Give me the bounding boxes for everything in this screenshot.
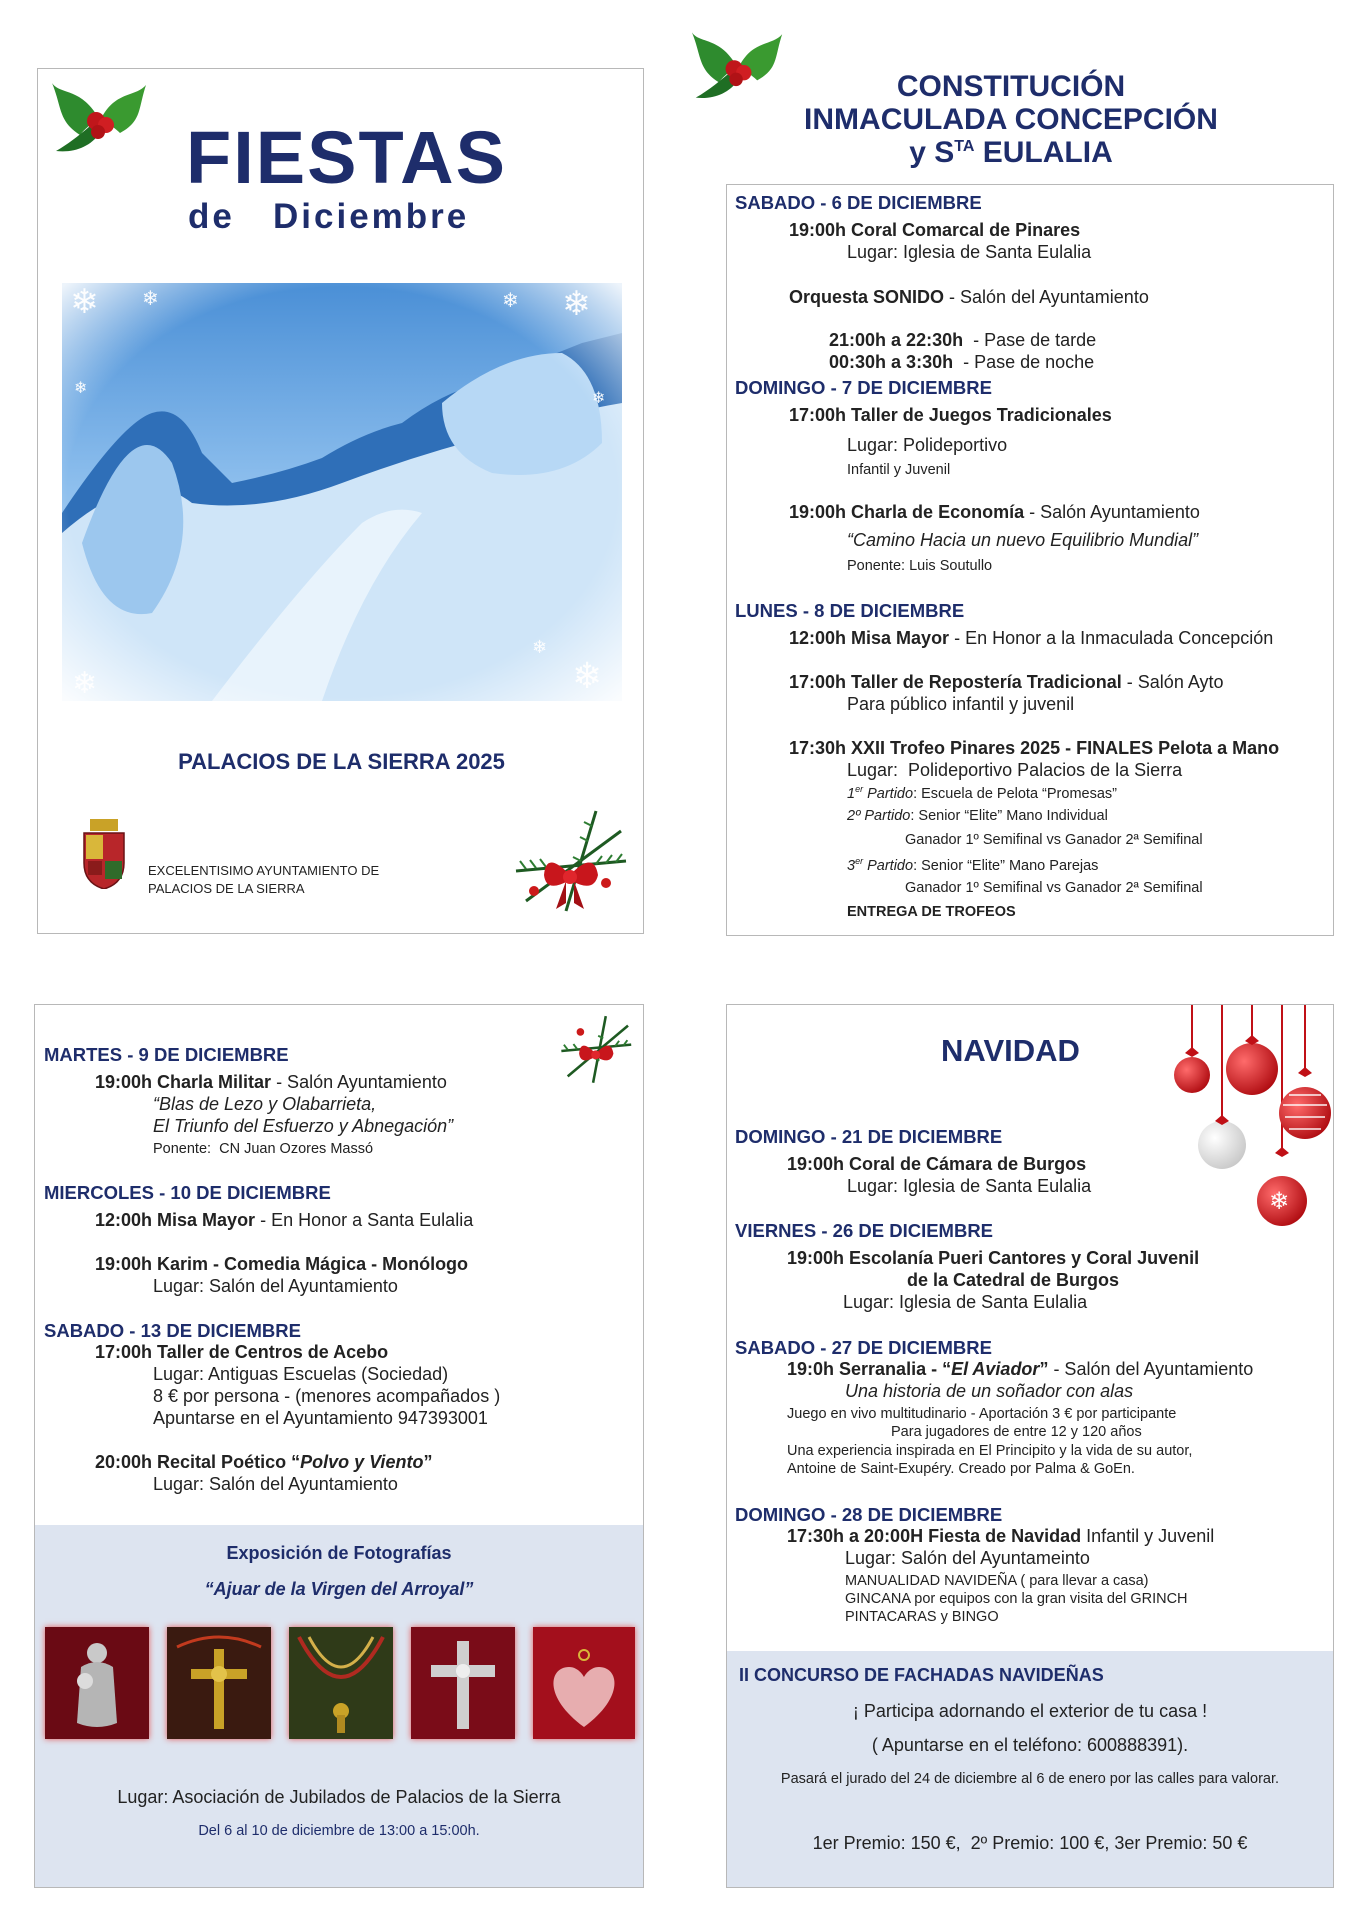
event-note: GINCANA por equipos con la gran visita del GRINCH (845, 1591, 1188, 1607)
snow-landscape-image (62, 283, 622, 701)
photo-gold-cross (167, 1627, 271, 1739)
match-line (847, 856, 1098, 874)
day-heading: VIERNES - 26 DE DICIEMBRE (735, 1220, 994, 1241)
event-title-rest: - En Honor a Santa Eulalia (255, 1210, 474, 1230)
event-title (789, 628, 1273, 649)
event-place: Lugar: Salón del Ayuntamiento (153, 1474, 398, 1494)
event-time-bold: 21:00h a 22:30h (829, 330, 964, 350)
match-label: 2º Partido (847, 808, 911, 824)
contest-prizes: 1er Premio: 150 €, 2º Premio: 100 €, 3er Premio: 50 € (812, 1833, 1248, 1853)
event-time-rest: - Pase de tarde (963, 330, 1097, 350)
event-title (95, 1452, 432, 1473)
event-title (95, 1072, 447, 1093)
photo-necklaces (289, 1627, 393, 1739)
event-title-rest: - Salón del Ayuntamiento (1048, 1359, 1254, 1379)
match-line (847, 784, 1117, 802)
match-sub: Ganador 1º Semifinal vs Ganador 2ª Semifinal (905, 832, 1203, 848)
event-place: Lugar: Antiguas Escuelas (Sociedad) (153, 1364, 449, 1384)
program-panel-1 (726, 184, 1334, 936)
coat-of-arms-icon (80, 819, 128, 889)
day-heading: DOMINGO - 28 DE DICIEMBRE (735, 1504, 1003, 1525)
event-tagline: Una historia de un soñador con alas (845, 1381, 1134, 1401)
event-note: MANUALIDAD NAVIDEÑA ( para llevar a casa) (845, 1573, 1149, 1589)
event-signup: Apuntarse en el Ayuntamiento 947393001 (153, 1408, 488, 1428)
day-heading: SABADO - 6 DE DICIEMBRE (735, 192, 982, 213)
event-speaker: Ponente: Luis Soutullo (847, 558, 993, 574)
event-title (789, 502, 1200, 523)
event-note: Antoine de Saint-Exupéry. Creado por Palma & GoEn. (787, 1461, 1135, 1477)
event-title-c: ” (423, 1452, 433, 1472)
event-title: 17:30h XXII Trofeo Pinares 2025 - FINALES Pelota a Mano (789, 738, 1280, 758)
program-panel-2 (34, 1004, 644, 1888)
p2-heading-3a: y S (909, 136, 955, 169)
event-title-b: Polvo y Viento (300, 1452, 424, 1472)
event-note: Para público infantil y juvenil (847, 694, 1075, 714)
photo-heart-pendant (533, 1627, 635, 1739)
event-note: PINTACARAS y BINGO (845, 1609, 999, 1625)
event-title-bold: Orquesta SONIDO (789, 287, 945, 307)
p2-heading-1: CONSTITUCIÓN (896, 70, 1126, 103)
event-title (789, 672, 1224, 693)
event-subtitle: “Camino Hacia un nuevo Equilibrio Mundial” (847, 530, 1199, 550)
program-panel-3 (726, 1004, 1334, 1888)
match-label2: Partido (863, 857, 914, 874)
match-label2: Partido (863, 785, 914, 802)
cover-title: FIESTAS (186, 116, 507, 199)
match-rest: : Senior “Elite” Mano Parejas (913, 857, 1099, 874)
event-title-c: ” (1039, 1359, 1049, 1379)
event-title: de la Catedral de Burgos (907, 1270, 1120, 1290)
photo-silver-cross (411, 1627, 515, 1739)
event-title-rest: - En Honor a la Inmaculada Concepción (949, 628, 1274, 648)
event-title-rest: - Salón del Ayuntamiento (944, 287, 1149, 307)
match-label: 1 (847, 785, 856, 802)
contest-title: II CONCURSO DE FACHADAS NAVIDEÑAS (739, 1665, 1104, 1685)
photo-saint-figure (45, 1627, 149, 1739)
match-sup: er (855, 784, 864, 794)
svg-text:❄: ❄ (1269, 1187, 1290, 1215)
contest-line-2: ( Apuntarse en el teléfono: 600888391). (871, 1735, 1189, 1755)
day-heading: DOMINGO - 7 DE DICIEMBRE (735, 377, 992, 398)
event-title-bold: 12:00h Misa Mayor (95, 1210, 256, 1230)
day-heading: LUNES - 8 DE DICIEMBRE (735, 600, 965, 621)
p2-heading-3 (726, 136, 1296, 170)
event-title (789, 287, 1149, 308)
event-title-a: 20:00h Recital Poético “ (95, 1452, 301, 1472)
cover-subtitle: de Diciembre (188, 197, 470, 236)
event-price: 8 € por persona - (menores acompañados ) (153, 1386, 501, 1406)
exhibition-place: Lugar: Asociación de Jubilados de Palacios de la Sierra (117, 1787, 561, 1807)
cover-place: PALACIOS DE LA SIERRA 2025 (178, 749, 505, 774)
christmas-bow-icon (555, 1011, 635, 1091)
match-rest: : Escuela de Pelota “Promesas” (913, 785, 1117, 802)
event-note: Una experiencia inspirada en El Principito y la vida de su autor, (787, 1443, 1193, 1459)
org-line-1: EXCELENTISIMO AYUNTAMIENTO DE (148, 863, 380, 878)
p2-heading-2: INMACULADA CONCEPCIÓN (804, 103, 1218, 136)
event-time-rest: - Pase de noche (953, 352, 1095, 372)
match-sub: Ganador 1º Semifinal vs Ganador 2ª Semifinal (905, 880, 1203, 896)
photo-row (45, 1627, 635, 1741)
day-heading: MIERCOLES - 10 DE DICIEMBRE (44, 1182, 331, 1203)
match-rest: : Senior “Elite” Mano Individual (910, 808, 1108, 824)
p2-heading-3b: EULALIA (974, 136, 1113, 169)
event-title-rest: Infantil y Juvenil (1081, 1526, 1215, 1546)
event-title-bold: 19:00h Charla Militar (95, 1072, 272, 1092)
christmas-bow-icon (506, 801, 632, 921)
event-title-bold: 17:00h Taller de Repostería Tradicional (789, 672, 1122, 692)
day-heading: SABADO - 13 DE DICIEMBRE (44, 1320, 301, 1341)
holly-icon (50, 77, 150, 157)
event-title-a: 19:0h Serranalia - “ (787, 1359, 952, 1379)
event-title-rest: - Salón Ayuntamiento (1024, 502, 1200, 522)
event-speaker: Ponente: CN Juan Ozores Massó (153, 1141, 374, 1157)
event-title (787, 1359, 1253, 1380)
org-line-2: PALACIOS DE LA SIERRA (148, 881, 305, 896)
contest-line-1: ¡ Participa adornando el exterior de tu casa ! (852, 1701, 1208, 1721)
event-note: Infantil y Juvenil (847, 462, 951, 478)
event-title: 17:00h Taller de Centros de Acebo (95, 1342, 389, 1362)
event-title (787, 1526, 1214, 1547)
event-title: 19:00h Coral de Cámara de Burgos (787, 1154, 1087, 1174)
event-title: 17:00h Taller de Juegos Tradicionales (789, 405, 1112, 425)
day-heading: SABADO - 27 DE DICIEMBRE (735, 1337, 992, 1358)
event-time-bold: 00:30h a 3:30h (829, 352, 954, 372)
event-title-rest: - Salón Ayuntamiento (271, 1072, 447, 1092)
event-place: Lugar: Polideportivo Palacios de la Sierra (847, 760, 1183, 780)
p2-heading-3-sup: TA (954, 138, 975, 155)
event-place: Lugar: Iglesia de Santa Eulalia (847, 242, 1092, 262)
event-note: Juego en vivo multitudinario - Aportación 3 € por participante (787, 1406, 1177, 1422)
contest-section (727, 1651, 1333, 1887)
event-title: 19:00h Escolanía Pueri Cantores y Coral Juvenil (787, 1248, 1200, 1268)
contest-line-3: Pasará el jurado del 24 de diciembre al 6 de enero por las calles para valorar. (780, 1771, 1280, 1787)
event-subtitle: “Blas de Lezo y Olabarrieta, (153, 1094, 377, 1114)
event-place: Lugar: Salón del Ayuntamiento (153, 1276, 398, 1296)
christmas-ornaments-icon (1157, 1005, 1333, 1235)
trophies-text: ENTREGA DE TROFEOS (847, 904, 1016, 920)
match-label: 3 (847, 857, 856, 874)
event-place: Lugar: Iglesia de Santa Eulalia (843, 1292, 1088, 1312)
event-place: Lugar: Iglesia de Santa Eulalia (847, 1176, 1092, 1196)
event-title-bold: 12:00h Misa Mayor (789, 628, 950, 648)
event-place: Lugar: Polideportivo (847, 435, 1008, 455)
event-title-rest: - Salón Ayto (1121, 672, 1224, 692)
exhibition-title: Exposición de Fotografías (226, 1543, 452, 1563)
event-title-b: El Aviador (951, 1359, 1040, 1379)
exhibition-subtitle: “Ajuar de la Virgen del Arroyal” (204, 1579, 474, 1599)
event-place: Lugar: Salón del Ayuntameinto (845, 1548, 1090, 1568)
match-line (847, 808, 1108, 824)
event-title: 19:00h Karim - Comedia Mágica - Monólogo (95, 1254, 469, 1274)
match-sup: er (855, 856, 864, 866)
cover-panel (37, 68, 644, 934)
day-heading: MARTES - 9 DE DICIEMBRE (44, 1044, 289, 1065)
event-title-bold: 19:00h Charla de Economía (789, 502, 1025, 522)
event-note: Para jugadores de entre 12 y 120 años (891, 1424, 1142, 1440)
exhibition-dates: Del 6 al 10 de diciembre de 13:00 a 15:00h. (198, 1823, 480, 1839)
event-subtitle: El Triunfo del Esfuerzo y Abnegación” (153, 1116, 454, 1136)
event-title: 19:00h Coral Comarcal de Pinares (789, 220, 1081, 240)
event-title (95, 1210, 473, 1231)
event-title-bold: 17:30h a 20:00H Fiesta de Navidad (787, 1526, 1082, 1546)
exhibition-section (35, 1525, 643, 1887)
day-heading: DOMINGO - 21 DE DICIEMBRE (735, 1126, 1003, 1147)
navidad-title: NAVIDAD (941, 1033, 1080, 1068)
